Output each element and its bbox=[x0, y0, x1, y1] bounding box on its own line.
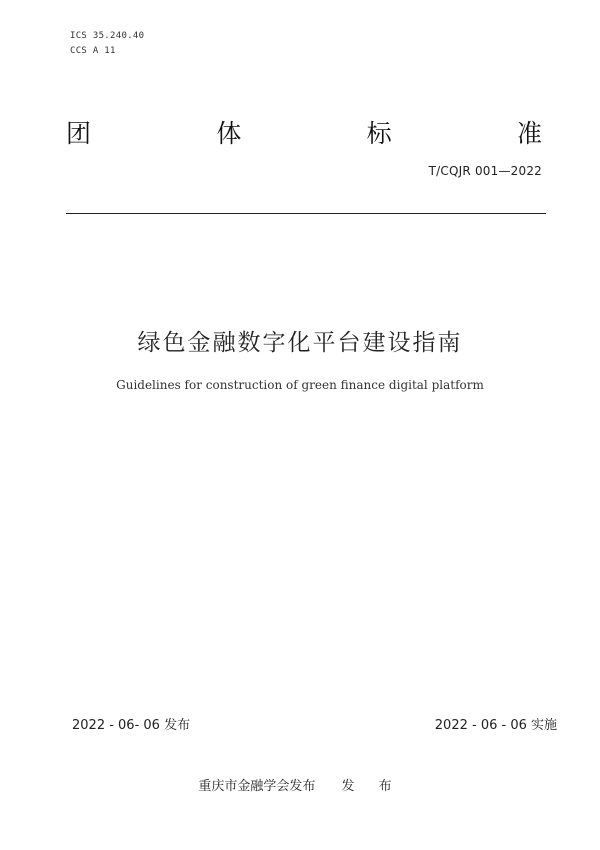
document-type-heading bbox=[66, 118, 542, 150]
header-divider bbox=[66, 213, 546, 214]
doc-type-char: 标 bbox=[366, 119, 392, 148]
document-title-english: Guidelines for construction of green finance digital platform bbox=[116, 378, 484, 392]
standard-number: T/CQJR 001—2022 bbox=[428, 164, 542, 178]
issue-date: 2022 - 06- 06 发布 bbox=[72, 718, 191, 733]
implementation-date: 2022 - 06 - 06 实施 bbox=[434, 718, 557, 733]
publish-action: 发 布 bbox=[341, 779, 402, 794]
doc-type-char: 准 bbox=[516, 119, 542, 148]
ccs-code: CCS A 11 bbox=[70, 46, 116, 56]
classification-codes bbox=[70, 29, 144, 59]
ics-code: ICS 35.240.40 bbox=[70, 31, 145, 41]
doc-type-char: 团 bbox=[66, 119, 92, 148]
publisher-name: 重庆市金融学会发布 bbox=[198, 779, 316, 794]
document-title-chinese: 绿色金融数字化平台建设指南 bbox=[137, 330, 463, 356]
doc-type-char: 体 bbox=[216, 119, 242, 148]
publisher-line bbox=[0, 775, 600, 794]
